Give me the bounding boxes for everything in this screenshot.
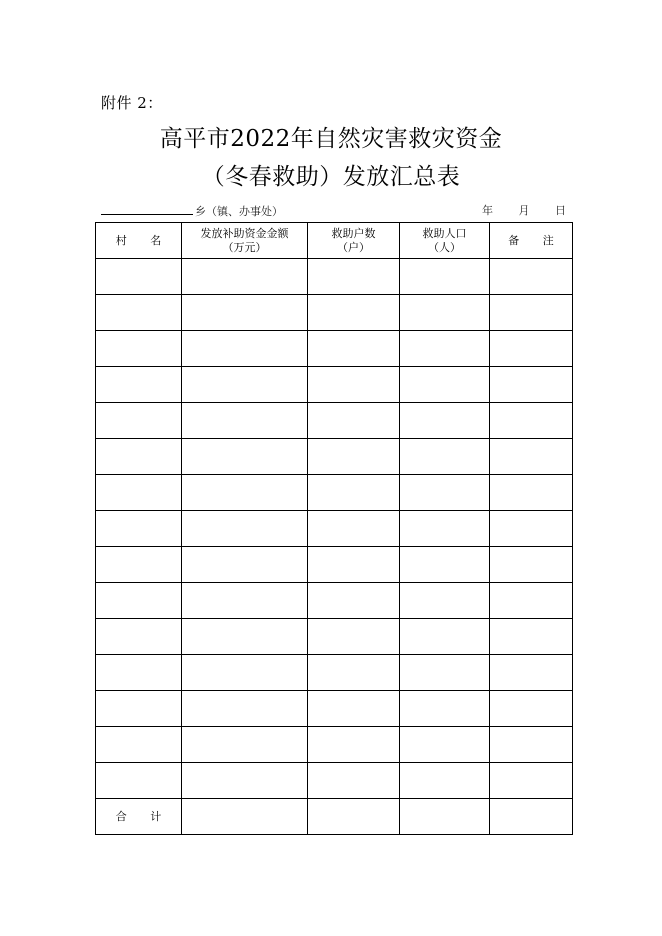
remarks-cell[interactable] <box>490 619 573 655</box>
population-cell[interactable] <box>400 583 490 619</box>
amount-cell[interactable] <box>182 511 308 547</box>
header-village: 村 名 <box>96 223 182 259</box>
total-amount-cell[interactable] <box>182 799 308 835</box>
population-cell[interactable] <box>400 259 490 295</box>
township-blank <box>101 202 193 215</box>
population-cell[interactable] <box>400 403 490 439</box>
document-title-line2: （冬春救助）发放汇总表 <box>201 164 461 190</box>
households-cell[interactable] <box>308 727 400 763</box>
document-title-line1: 高平市2022年自然灾害救灾资金 <box>159 126 503 152</box>
amount-cell[interactable] <box>182 439 308 475</box>
households-cell[interactable] <box>308 367 400 403</box>
table-row <box>96 331 573 367</box>
remarks-cell[interactable] <box>490 655 573 691</box>
households-cell[interactable] <box>308 475 400 511</box>
amount-cell[interactable] <box>182 331 308 367</box>
amount-cell[interactable] <box>182 763 308 799</box>
table-row <box>96 655 573 691</box>
amount-cell[interactable] <box>182 583 308 619</box>
village-cell[interactable] <box>96 295 182 331</box>
table-header-row <box>96 223 573 259</box>
village-cell[interactable] <box>96 403 182 439</box>
village-cell[interactable] <box>96 439 182 475</box>
township-suffix: 乡（镇、办事处） <box>195 205 283 218</box>
table-row <box>96 763 573 799</box>
summary-table <box>95 222 573 835</box>
total-row <box>96 799 573 835</box>
village-cell[interactable] <box>96 475 182 511</box>
amount-cell[interactable] <box>182 727 308 763</box>
amount-cell[interactable] <box>182 367 308 403</box>
remarks-cell[interactable] <box>490 727 573 763</box>
population-cell[interactable] <box>400 691 490 727</box>
amount-cell[interactable] <box>182 547 308 583</box>
population-cell[interactable] <box>400 547 490 583</box>
village-cell[interactable] <box>96 259 182 295</box>
amount-cell[interactable] <box>182 691 308 727</box>
village-cell[interactable] <box>96 691 182 727</box>
population-cell[interactable] <box>400 655 490 691</box>
households-cell[interactable] <box>308 511 400 547</box>
remarks-cell[interactable] <box>490 439 573 475</box>
households-cell[interactable] <box>308 295 400 331</box>
header-remarks: 备 注 <box>490 223 573 259</box>
population-cell[interactable] <box>400 727 490 763</box>
remarks-cell[interactable] <box>490 511 573 547</box>
amount-cell[interactable] <box>182 619 308 655</box>
total-households-cell[interactable] <box>308 799 400 835</box>
population-cell[interactable] <box>400 619 490 655</box>
amount-cell[interactable] <box>182 259 308 295</box>
population-cell[interactable] <box>400 763 490 799</box>
population-cell[interactable] <box>400 367 490 403</box>
households-cell[interactable] <box>308 691 400 727</box>
village-cell[interactable] <box>96 367 182 403</box>
table-row <box>96 727 573 763</box>
table-row <box>96 691 573 727</box>
population-cell[interactable] <box>400 439 490 475</box>
population-cell[interactable] <box>400 331 490 367</box>
attachment-label: 附件 2： <box>101 94 163 112</box>
households-cell[interactable] <box>308 403 400 439</box>
households-cell[interactable] <box>308 547 400 583</box>
households-cell[interactable] <box>308 655 400 691</box>
village-cell[interactable] <box>96 619 182 655</box>
amount-cell[interactable] <box>182 403 308 439</box>
population-cell[interactable] <box>400 295 490 331</box>
amount-cell[interactable] <box>182 475 308 511</box>
population-cell[interactable] <box>400 475 490 511</box>
remarks-cell[interactable] <box>490 295 573 331</box>
total-population-cell[interactable] <box>400 799 490 835</box>
remarks-cell[interactable] <box>490 367 573 403</box>
households-cell[interactable] <box>308 439 400 475</box>
header-households: 救助户数 （户） <box>308 223 400 259</box>
households-cell[interactable] <box>308 331 400 367</box>
table-row <box>96 295 573 331</box>
households-cell[interactable] <box>308 259 400 295</box>
header-amount: 发放补助资金金额 （万元） <box>182 223 308 259</box>
total-label-cell: 合 计 <box>96 799 182 835</box>
table-row <box>96 547 573 583</box>
header-population: 救助人口 （人） <box>400 223 490 259</box>
township-date-line <box>101 202 566 219</box>
date-label: 年 月 日 <box>482 204 566 217</box>
households-cell[interactable] <box>308 763 400 799</box>
population-cell[interactable] <box>400 511 490 547</box>
table-body <box>96 259 573 835</box>
households-cell[interactable] <box>308 619 400 655</box>
village-cell[interactable] <box>96 655 182 691</box>
table-row <box>96 619 573 655</box>
remarks-cell[interactable] <box>490 259 573 295</box>
table-row <box>96 259 573 295</box>
amount-cell[interactable] <box>182 295 308 331</box>
remarks-cell[interactable] <box>490 475 573 511</box>
remarks-cell[interactable] <box>490 547 573 583</box>
households-cell[interactable] <box>308 583 400 619</box>
table-row <box>96 439 573 475</box>
village-cell[interactable] <box>96 547 182 583</box>
village-cell[interactable] <box>96 763 182 799</box>
table-row <box>96 367 573 403</box>
table-row <box>96 475 573 511</box>
remarks-cell[interactable] <box>490 583 573 619</box>
amount-cell[interactable] <box>182 655 308 691</box>
table-row <box>96 511 573 547</box>
table-row <box>96 403 573 439</box>
remarks-cell[interactable] <box>490 691 573 727</box>
remarks-cell[interactable] <box>490 763 573 799</box>
table-row <box>96 583 573 619</box>
village-cell[interactable] <box>96 511 182 547</box>
remarks-cell[interactable] <box>490 331 573 367</box>
total-remarks-cell[interactable] <box>490 799 573 835</box>
remarks-cell[interactable] <box>490 403 573 439</box>
village-cell[interactable] <box>96 727 182 763</box>
village-cell[interactable] <box>96 331 182 367</box>
village-cell[interactable] <box>96 583 182 619</box>
